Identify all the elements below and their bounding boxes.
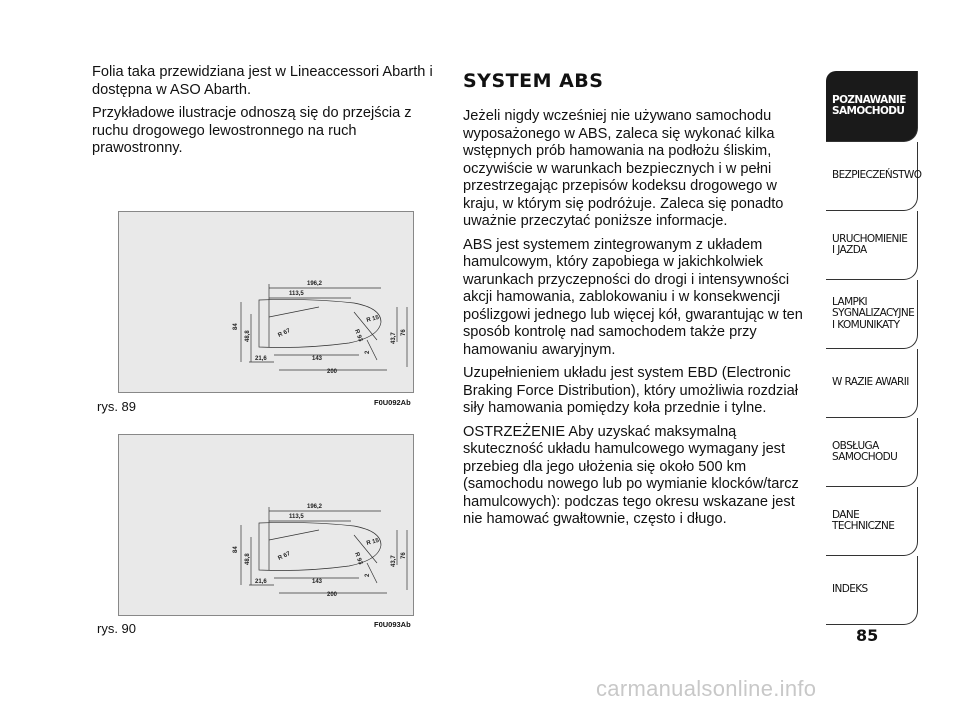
- tab-dane-techniczne[interactable]: [826, 487, 918, 556]
- figure-89-code: F0U092Ab: [374, 398, 411, 407]
- dim-label: 21,6: [255, 356, 267, 362]
- intro-paragraph-1: Folia taka przewidziana jest w Lineaccessori Abarth i dostępna w ASO Abarth.: [92, 64, 433, 98]
- dim-label: 43,7: [391, 332, 397, 344]
- dim-label: 200: [327, 592, 338, 598]
- tab-lampki-sygnalizacyjne[interactable]: [826, 280, 918, 349]
- intro-paragraph-2: Przykładowe ilustracje odnoszą się do przejścia z ruchu drogowego lewostronnego na ruch prawostronny.: [92, 105, 412, 156]
- dim-label: R 67: [277, 551, 292, 562]
- watermark: carmanualsonline.info: [596, 676, 817, 701]
- dim-label: 48,8: [245, 330, 251, 342]
- dim-label: 113,5: [289, 514, 304, 520]
- dim-label: 2: [365, 350, 371, 354]
- figure-90-diagram: [118, 434, 414, 616]
- tab-label: LAMPKI SYGNALIZACYJNE I KOMUNIKATY: [832, 295, 915, 331]
- tab-obsluga-samochodu[interactable]: [826, 418, 918, 487]
- page-number: 85: [856, 626, 879, 645]
- dim-label: R 15: [365, 537, 380, 547]
- dim-label: R 93: [353, 551, 364, 566]
- dim-label: 143: [312, 356, 323, 362]
- tab-label: POZNAWANIE SAMOCHODU: [832, 93, 906, 117]
- dim-label: 76: [401, 552, 407, 559]
- chapter-sidebar: [826, 71, 922, 625]
- dim-label: 143: [312, 579, 323, 585]
- dim-label: 196,2: [307, 504, 323, 510]
- dim-label: R 15: [365, 314, 380, 324]
- tab-poznawanie-samochodu[interactable]: [826, 71, 918, 142]
- dim-label: R 67: [277, 328, 292, 339]
- tab-w-razie-awarii[interactable]: [826, 349, 918, 418]
- tab-label: URUCHOMIENIE I JAZDA: [832, 232, 908, 256]
- dim-label: 84: [233, 323, 239, 330]
- tab-label: OBSŁUGA SAMOCHODU: [832, 439, 898, 463]
- dim-label: 21,6: [255, 579, 267, 585]
- tab-bezpieczenstwo[interactable]: [826, 142, 922, 211]
- tab-label: W RAZIE AWARII: [832, 376, 909, 389]
- body-paragraph-4: OSTRZEŻENIE Aby uzyskać maksymalną skuteczność układu hamulcowego wymagany jest przebieg dla jego ułożenia się około 500 km (samochodu nowego lub po wymianie klocków/tarcz hamulcowych): podczas tego okresu wskazane jest nie hamować gwałtownie, często i długo.: [463, 423, 799, 527]
- dim-label: 196,2: [307, 281, 323, 287]
- figure-89-diagram: [118, 211, 414, 393]
- dim-label: 84: [233, 546, 239, 553]
- left-column: [92, 64, 437, 164]
- figure-90-code: F0U093Ab: [374, 620, 411, 629]
- dim-label: 200: [327, 369, 338, 375]
- section-heading: SYSTEM ABS: [463, 70, 604, 92]
- tab-label: DANE TECHNICZNE: [832, 508, 895, 532]
- body-paragraph-2: ABS jest systemem zintegrowanym z układem hamulcowym, który zapobiega w jakichkolwiek warunkach przyczepności do drogi i intensywności akcji hamowania, zablokowaniu i w konsekwencji poślizgowi jednego lub więcej kół, gwarantując w ten sposób kontrolę nad samochodem także przy hamowaniu awaryjnym.: [463, 236, 803, 358]
- tab-indeks[interactable]: [826, 556, 918, 625]
- tab-label: INDEKS: [832, 583, 868, 596]
- dim-label: R 93: [353, 328, 364, 343]
- dim-label: 113,5: [289, 291, 304, 297]
- figure-89-caption: rys. 89: [97, 399, 137, 414]
- right-column: [463, 70, 808, 535]
- dim-label: 76: [401, 329, 407, 336]
- dim-label: 2: [365, 573, 371, 577]
- tab-uruchomienie-i-jazda[interactable]: [826, 211, 918, 280]
- section-body: [463, 108, 808, 529]
- dim-label: 43,7: [391, 555, 397, 567]
- dim-label: 48,8: [245, 553, 251, 565]
- body-paragraph-1: Jeżeli nigdy wcześniej nie używano samochodu wyposażonego w ABS, zaleca się wykonać kilka wstępnych prób hamowania na podłożu śliskim, oczywiście w warunkach bezpiecznych i w pełni przestrzegając przepisów kodeksu drogowego w kraju, w którym się podróżuje. Zaleca się ponadto uważnie przeczytać poniższe informacje.: [463, 108, 784, 229]
- body-paragraph-3: Uzupełnieniem układu jest system EBD (Electronic Braking Force Distribution), który umożliwia rozdział siły hamowania pomiędzy koła przednie i tylne.: [463, 365, 798, 416]
- figure-90-caption: rys. 90: [97, 621, 137, 636]
- tab-label: BEZPIECZEŃSTWO: [832, 169, 922, 182]
